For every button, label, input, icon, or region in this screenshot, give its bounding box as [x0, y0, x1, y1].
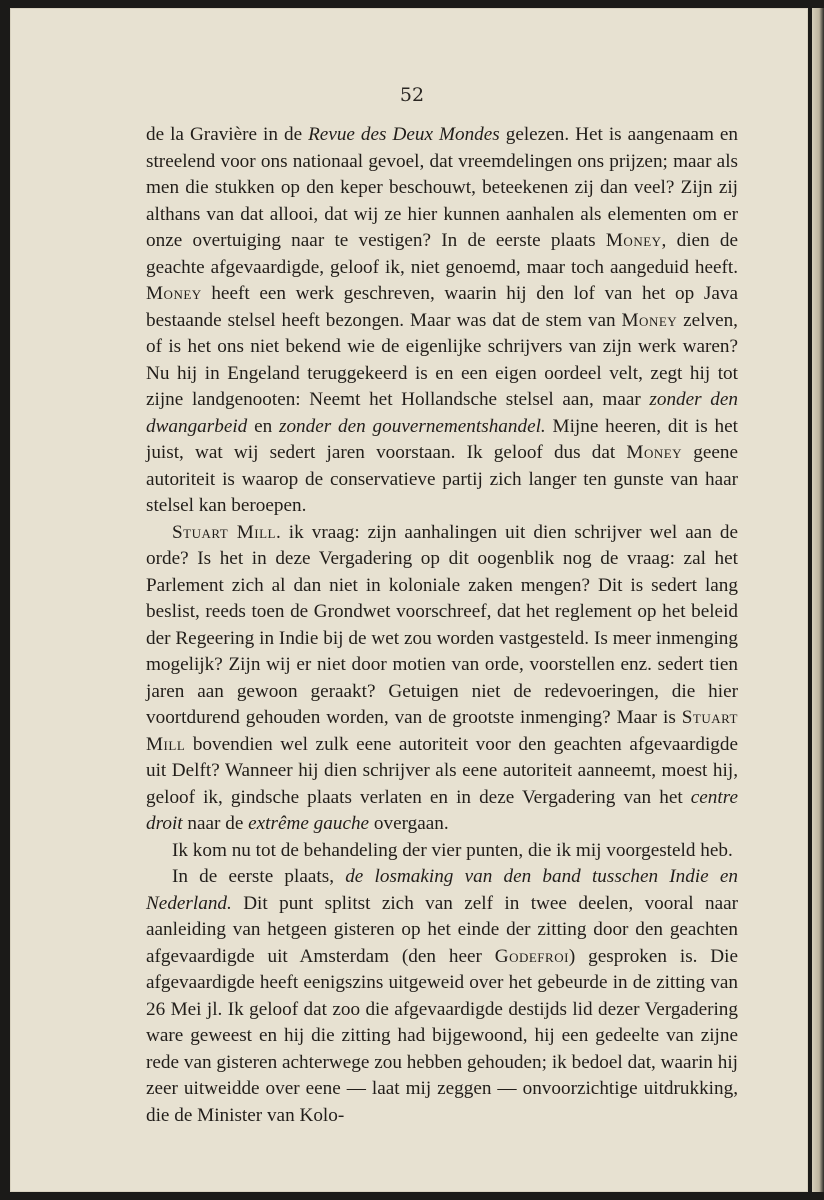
- italic-text: extrême gauche: [248, 813, 370, 834]
- paragraph: [146, 122, 738, 520]
- text-run: geene autoriteit is waarop de conservatieve partij zich langer ten gunste van haar stelsel kan beroepen.: [146, 442, 738, 516]
- text-run: Ik kom nu tot de behandeling der vier punten, die ik mij voorgesteld heb.: [172, 839, 733, 861]
- small-caps-name: Stuart Mill: [172, 521, 276, 543]
- body-text: [146, 122, 738, 1129]
- italic-text: de losmaking van den band tusschen Indie en Nederland.: [146, 866, 738, 914]
- paragraph: [146, 838, 738, 865]
- text-run: naar de: [182, 813, 249, 834]
- italic-text: Revue des Deux Mondes: [308, 124, 500, 145]
- italic-text: centre droit: [146, 786, 738, 834]
- text-run: . ik vraag: zijn aanhalingen uit dien schrijver wel aan de orde? Is het in deze Vergadering op dit oogenblik nog de vraag: zal het Parlement zich al dan niet in koloniale zaken mengen? Dit is sedert lang beslist, reeds toen de Grondwet voorschreef, dat het reglement op het beleid der Regeering in Indie bij de wet zou worden vastgesteld. Is meer inmenging mogelijk? Zijn wij er niet door motien van orde, voorstellen enz. sedert tien jaren aan gewoon geraakt? Getuigen niet de redevoeringen, die hier voortdurend gehouden worden, van de grootste inmenging? Maar is: [146, 521, 738, 728]
- text-run: ) gesproken is. Die afgevaardigde heeft eenigszins uitgeweid over het gebeurde in de zitting van 26 Mei jl. Ik geloof dat zoo die afgevaardigde destijds lid dezer Vergadering ware geweest en hij die zitting had bijgewoond, hij een gedeelte van zijne rede van gisteren achterwege zou hebben gehouden; ik bedoel dat, waarin hij zeer uitweidde over eene — laat mij zeggen — onvoorzichtige uitdrukking, die de Minister van Kolo-: [146, 945, 738, 1126]
- italic-text: zonder den gouvernementshandel.: [279, 415, 546, 437]
- text-run: overgaan.: [369, 813, 449, 834]
- page-edge: [812, 8, 824, 1192]
- small-caps-name: Godefroi: [494, 945, 569, 967]
- text-run: bovendien wel zulk eene autoriteit voor den geachten afgevaardigde uit Delft? Wanneer hij dien schrijver als eene autoriteit aanneemt, moest hij, geloof ik, gindsche plaats verlaten en in deze Vergadering van het: [146, 733, 738, 808]
- text-run: gelezen. Het is aangenaam en streelend voor ons nationaal gevoel, dat vreemdelingen ons prijzen; maar als men die stukken op den keper beschouwt, beteekenen zij dan veel? Zijn zij althans van dat allooi, dat wij ze hier kunnen aanhalen als elementen om er onze overtuiging naar te vestigen? In de eerste plaats: [146, 124, 739, 251]
- text-run: en: [247, 415, 279, 437]
- paragraph: [146, 864, 738, 1129]
- paragraph: [146, 520, 738, 838]
- italic-text: zonder den dwangarbeid: [146, 389, 738, 437]
- text-run: de la Gravière in de: [146, 124, 309, 145]
- small-caps-name: Stuart Mill: [146, 707, 738, 755]
- page-number: 52: [399, 84, 425, 106]
- small-caps-name: Money: [605, 230, 662, 251]
- text-run: , dien de geachte afgevaardigde, geloof ik, niet genoemd, maar toch aangeduid heeft.: [146, 230, 738, 278]
- text-run: Mijne heeren, dit is het juist, wat wij sedert jaren voorstaan. Ik geloof dus dat: [146, 415, 738, 463]
- small-caps-name: Money: [146, 283, 202, 304]
- small-caps-name: Money: [626, 442, 683, 463]
- text-run: Dit punt splitst zich van zelf in twee deelen, vooral naar aanleiding van hetgeen gisteren op het einde der zitting door den geachten afgevaardigde uit Amsterdam (den heer: [146, 892, 738, 967]
- text-run: In de eerste plaats,: [172, 866, 346, 887]
- small-caps-name: Money: [621, 309, 678, 331]
- text-run: zelven, of is het ons niet bekend wie de eigenlijke schrijvers van zijn werk waren? Nu hij in Engeland teruggekeerd is en een eigen oordeel velt, zegt hij tot zijne landgenooten: Neemt het Hollandsche stelsel aan, maar: [146, 309, 738, 410]
- text-run: heeft een werk geschreven, waarin hij den lof van het op Java bestaande stelsel heeft bezongen. Maar was dat de stem van: [146, 283, 738, 331]
